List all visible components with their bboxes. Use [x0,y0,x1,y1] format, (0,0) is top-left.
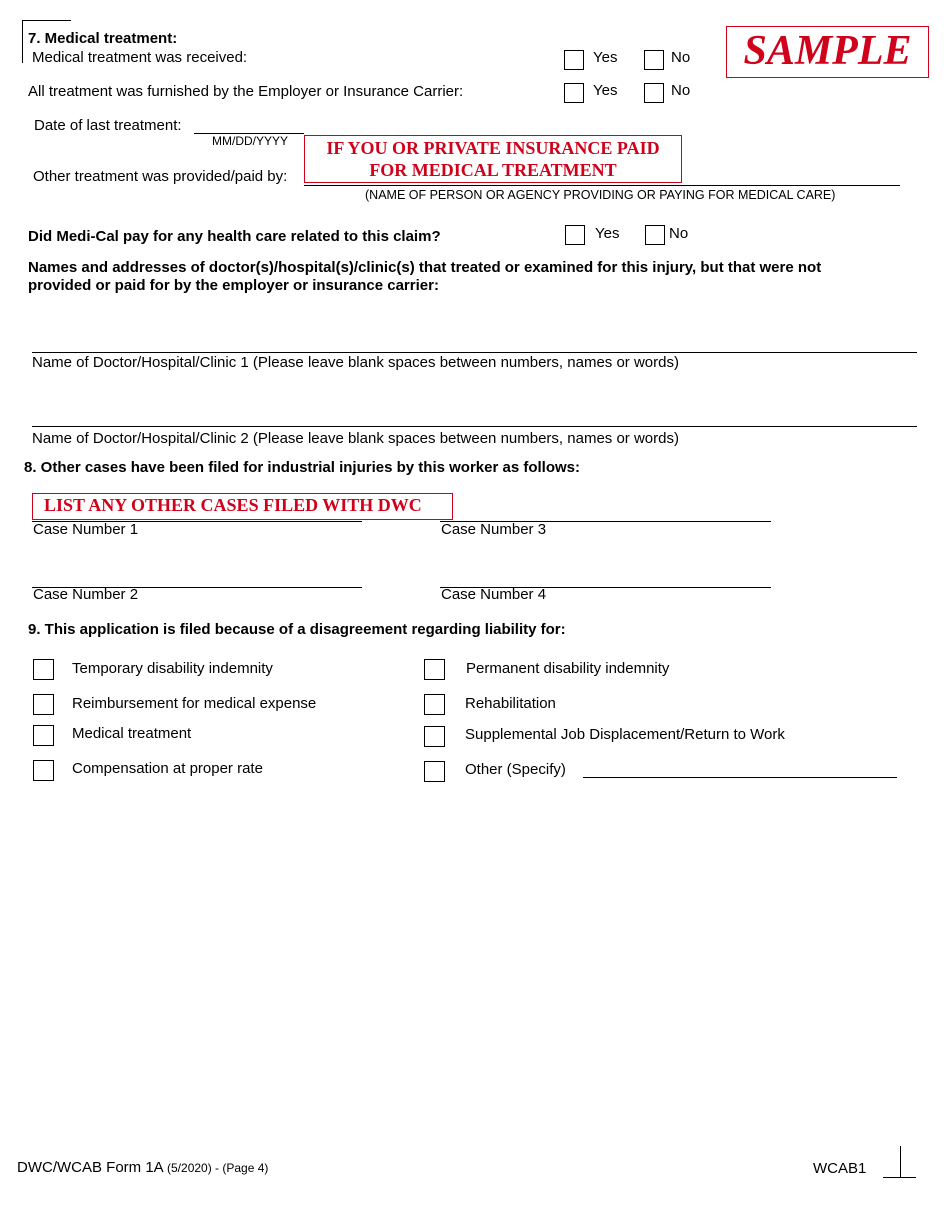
clinic1-label: Name of Doctor/Hospital/Clinic 1 (Please leave blank spaces between numbers, names or words) [32,354,679,371]
compensation-rate-label: Compensation at proper rate [72,760,263,777]
received-yes-label: Yes [593,49,618,66]
case1-label: Case Number 1 [33,521,139,538]
supplemental-job-checkbox[interactable] [424,726,445,747]
corner-mark-bottom-right-ext [901,1177,916,1178]
other-treatment-label: Other treatment was provided/paid by: [33,168,288,185]
section7-heading: 7. Medical treatment: [28,30,178,47]
other-treatment-field[interactable] [304,185,900,186]
other-specify-checkbox[interactable] [424,761,445,782]
section9-heading: 9. This application is filed because of a disagreement regarding liability for: [28,621,566,638]
clinic2-label: Name of Doctor/Hospital/Clinic 2 (Please leave blank spaces between numbers, names or words) [32,430,679,447]
other-treatment-caption: (NAME OF PERSON OR AGENCY PROVIDING OR PAYING FOR MEDICAL CARE) [365,188,836,202]
supplemental-job-label: Supplemental Job Displacement/Return to Work [465,726,785,743]
case2-label: Case Number 2 [33,586,139,603]
received-no-checkbox[interactable] [644,50,664,70]
callout-line-2: FOR MEDICAL TREATMENT [369,160,617,180]
medi-cal-no-checkbox[interactable] [645,225,665,245]
callout-line-1: IF YOU OR PRIVATE INSURANCE PAID [326,138,660,158]
rehabilitation-checkbox[interactable] [424,694,445,715]
other-cases-callout [32,493,453,520]
footer-form-code: WCAB1 [813,1160,867,1177]
furnished-yes-label: Yes [593,82,618,99]
medical-treatment-label: Medical treatment [72,725,192,742]
received-yes-checkbox[interactable] [564,50,584,70]
furnished-yes-checkbox[interactable] [564,83,584,103]
footer-form-id [17,1159,268,1176]
footer-form-name: DWC/WCAB Form 1A [17,1159,163,1176]
medi-cal-no-label: No [669,225,689,242]
permanent-disability-label: Permanent disability indemnity [466,660,670,677]
clinic2-field[interactable] [32,426,917,427]
furnished-no-label: No [671,82,691,99]
medical-treatment-callout [304,135,682,183]
clinic1-field[interactable] [32,352,917,353]
temporary-disability-checkbox[interactable] [33,659,54,680]
temporary-disability-label: Temporary disability indemnity [72,660,273,677]
medi-cal-yes-checkbox[interactable] [565,225,585,245]
other-specify-label: Other (Specify) [465,761,566,778]
date-last-treatment-label: Date of last treatment: [34,117,182,134]
footer-form-meta: (5/2020) - (Page 4) [167,1161,269,1175]
date-format-hint: MM/DD/YYYY [212,134,289,148]
section8-heading: 8. Other cases have been filed for industrial injuries by this worker as follows: [24,459,580,476]
reimbursement-medical-checkbox[interactable] [33,694,54,715]
case3-label: Case Number 3 [441,521,547,538]
received-no-label: No [671,49,691,66]
other-specify-field[interactable] [583,777,897,778]
rehabilitation-label: Rehabilitation [465,695,556,712]
q-treatment-received: Medical treatment was received: [32,49,248,66]
medi-cal-question: Did Medi-Cal pay for any health care related to this claim? [28,228,441,245]
q-treatment-furnished: All treatment was furnished by the Employer or Insurance Carrier: [28,83,464,100]
permanent-disability-checkbox[interactable] [424,659,445,680]
other-cases-callout-text: LIST ANY OTHER CASES FILED WITH DWC [44,495,422,515]
medical-treatment-checkbox[interactable] [33,725,54,746]
sample-stamp: SAMPLE [726,26,929,78]
case4-label: Case Number 4 [441,586,547,603]
reimbursement-medical-label: Reimbursement for medical expense [72,695,317,712]
furnished-no-checkbox[interactable] [644,83,664,103]
compensation-rate-checkbox[interactable] [33,760,54,781]
names-addresses-question: Names and addresses of doctor(s)/hospital(s)/clinic(s) that treated or examined for this injury, but that were not provided or paid for by the employer or insurance carrier: [28,259,822,294]
medi-cal-yes-label: Yes [595,225,620,242]
corner-mark-bottom-right [883,1146,901,1178]
